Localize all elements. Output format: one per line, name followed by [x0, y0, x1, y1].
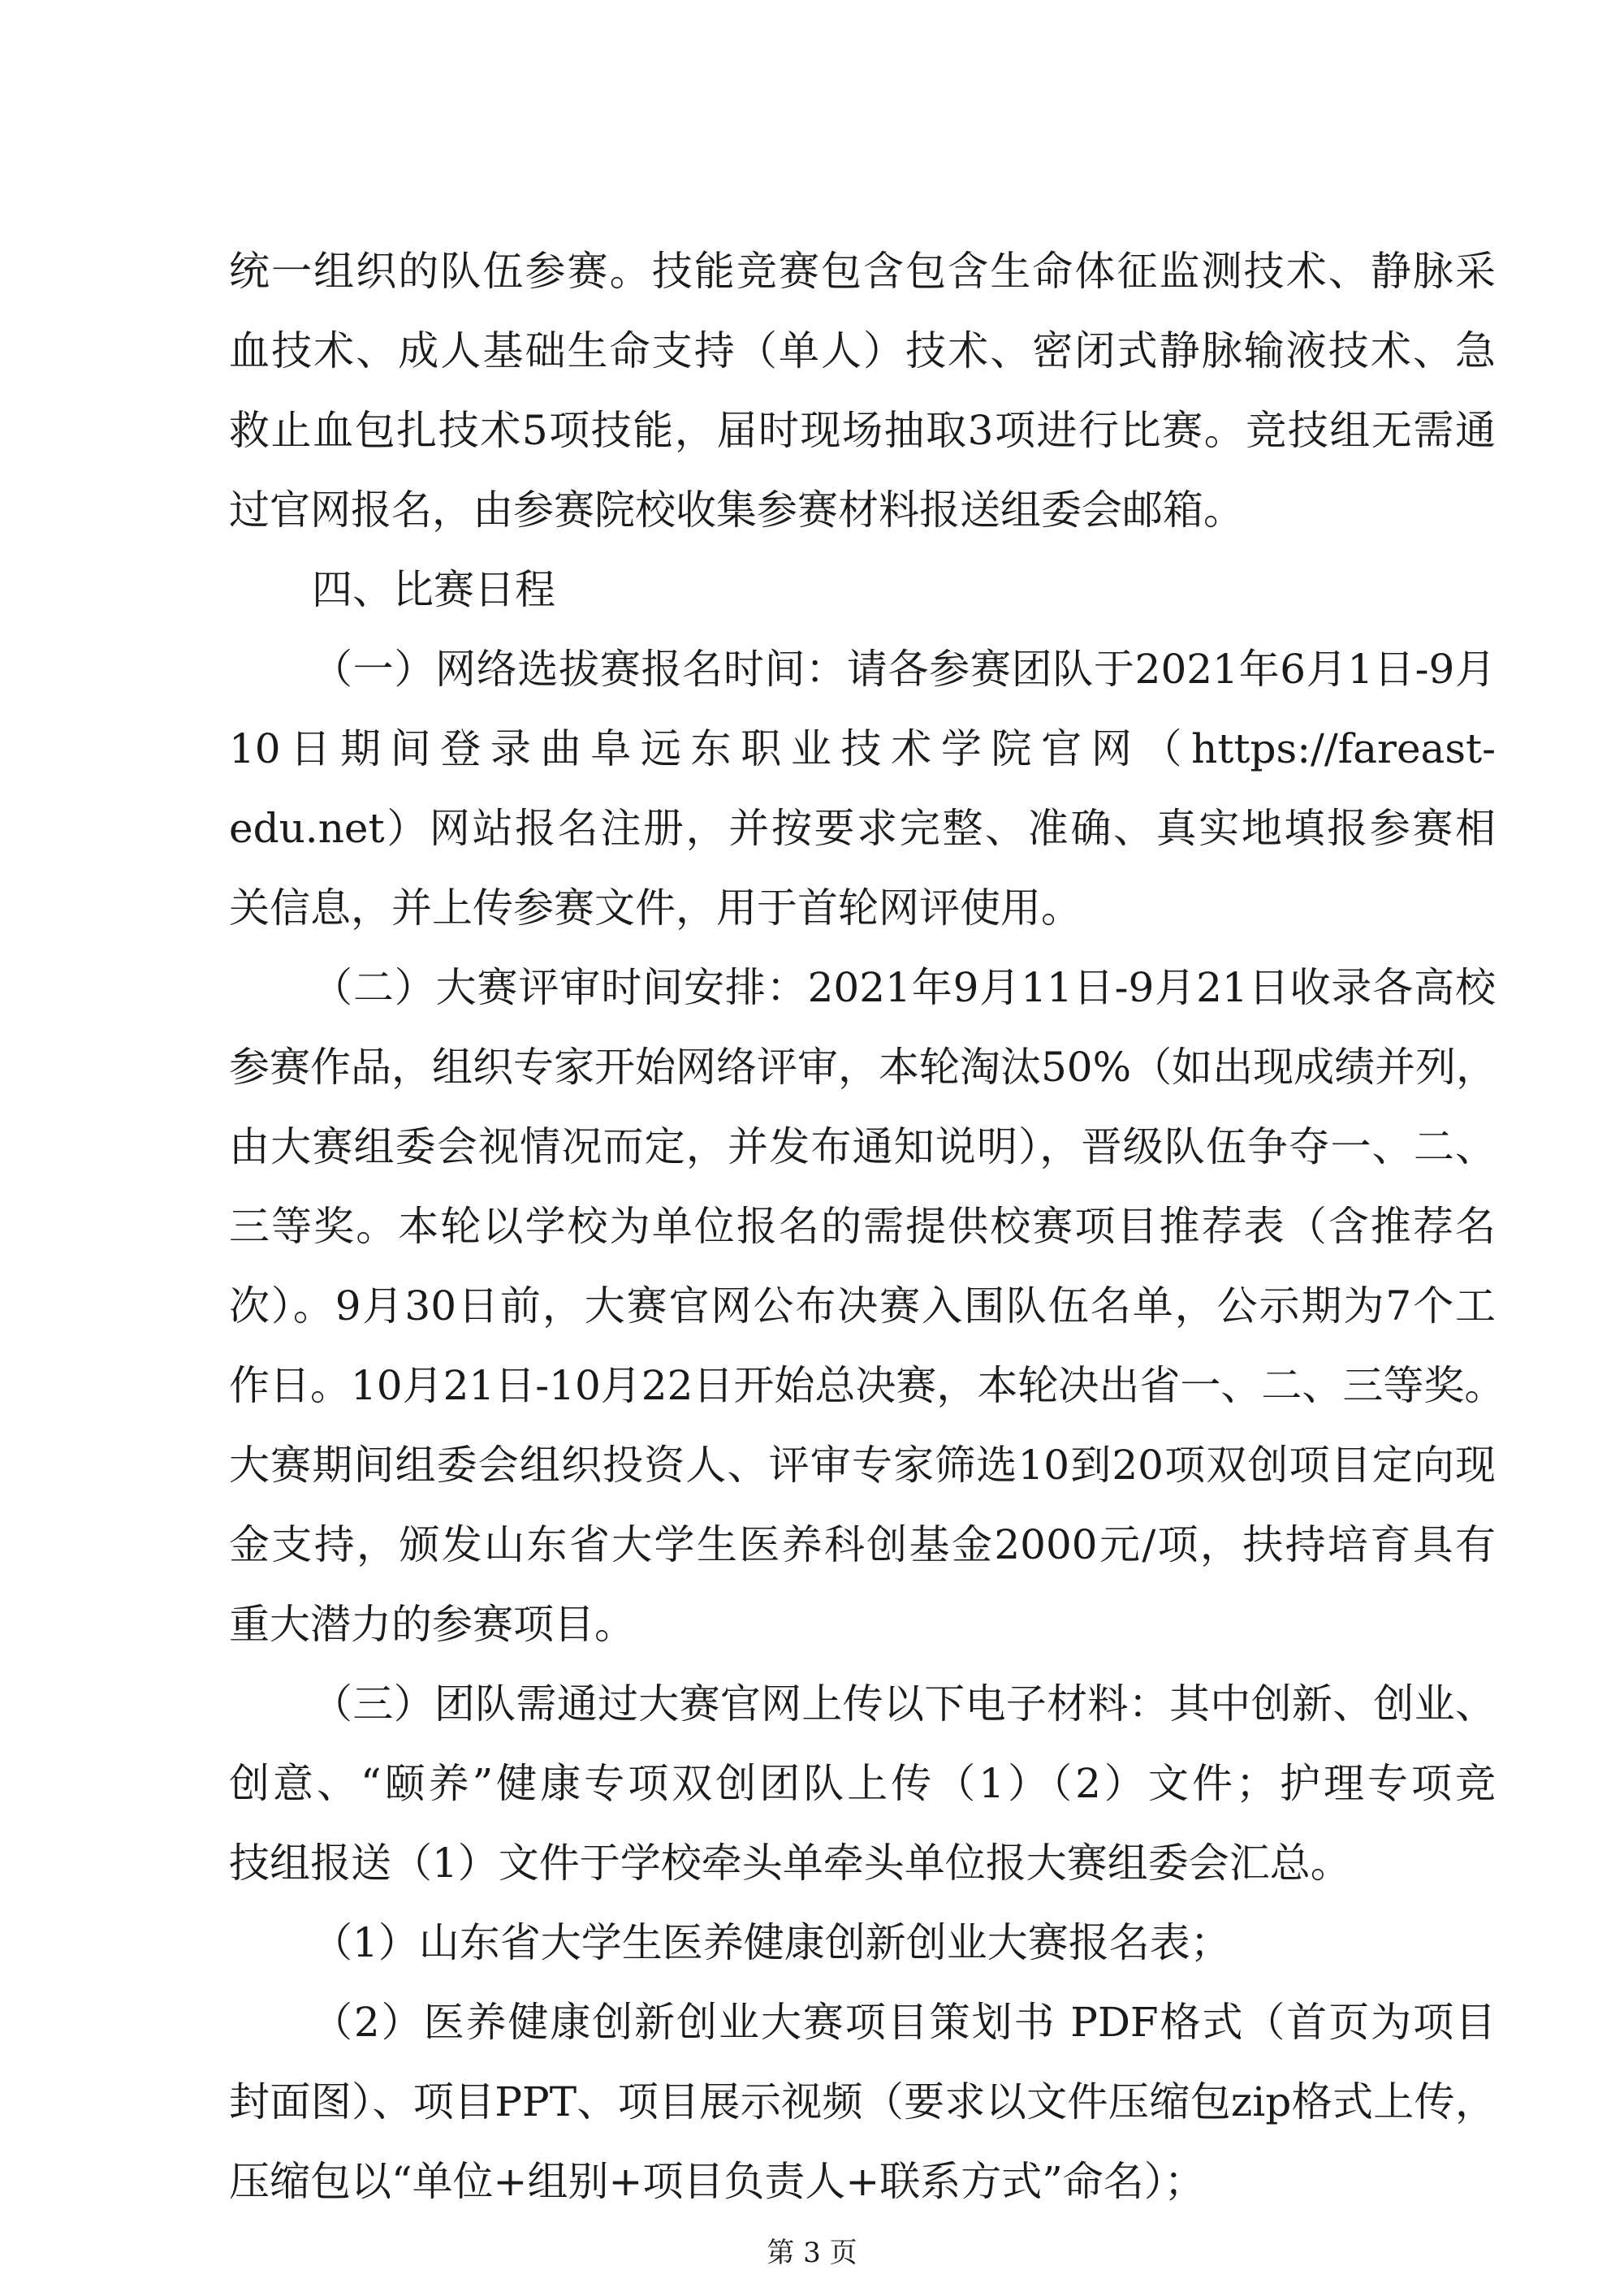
paragraph-7-line-3: 压缩包以“单位+组别+项目负责人+联系方式”命名）；: [229, 2158, 1205, 2205]
paragraph-5-line-1: （三）团队需通过大赛官网上传以下电子材料：其中创新、创业、: [312, 1680, 1496, 1727]
paragraph-6-line-1: （1）山东省大学生医养健康创新创业大赛报名表；: [312, 1919, 1231, 1966]
paragraph-3-line-2: 10日期间登录曲阜远东职业技术学院官网（https://fareast-: [229, 725, 1496, 772]
paragraph-2-line-1: 四、比赛日程: [312, 566, 555, 613]
paragraph-3-line-1: （一）网络选拔赛报名时间：请各参赛团队于2021年6月1日-9月: [312, 646, 1496, 693]
paragraph-4-line-4: 三等奖。本轮以学校为单位报名的需提供校赛项目推荐表（含推荐名: [229, 1203, 1496, 1250]
paragraph-1-line-3: 救止血包扎技术5项技能，届时现场抽取3项进行比赛。竞技组无需通: [229, 407, 1496, 454]
paragraph-4-line-8: 金支持，颁发山东省大学生医养科创基金2000元/项，扶持培育具有: [229, 1521, 1496, 1568]
paragraph-5-line-3: 技组报送（1）文件于学校牵头单牵头单位报大赛组委会汇总。: [229, 1840, 1351, 1887]
paragraph-1-line-2: 血技术、成人基础生命支持（单人）技术、密闭式静脉输液技术、急: [229, 327, 1496, 374]
paragraph-3-line-3: edu.net）网站报名注册，并按要求完整、准确、真实地填报参赛相: [229, 805, 1496, 852]
paragraph-4-line-2: 参赛作品，组织专家开始网络评审，本轮淘汰50%（如出现成绩并列，: [229, 1044, 1497, 1091]
paragraph-5-line-2: 创意、“颐养”健康专项双创团队上传（1）（2）文件；护理专项竞: [229, 1760, 1496, 1807]
paragraph-3-line-4: 关信息，并上传参赛文件，用于首轮网评使用。: [229, 884, 1082, 932]
paragraph-4-line-3: 由大赛组委会视情况而定，并发布通知说明），晋级队伍争夺一、二、: [229, 1123, 1496, 1170]
paragraph-7-line-2: 封面图）、项目PPT、项目展示视频（要求以文件压缩包zip格式上传，: [229, 2078, 1496, 2125]
paragraph-4-line-7: 大赛期间组委会组织投资人、评审专家筛选10到20项双创项目定向现: [229, 1442, 1496, 1489]
page-number: 第 3 页: [767, 2237, 857, 2269]
paragraph-4-line-6: 作日。10月21日-10月22日开始总决赛，本轮决出省一、二、三等奖。: [229, 1362, 1505, 1409]
paragraph-1-line-1: 统一组织的队伍参赛。技能竞赛包含包含生命体征监测技术、静脉采: [229, 248, 1496, 295]
paragraph-4-line-5: 次）。9月30日前，大赛官网公布决赛入围队伍名单，公示期为7个工: [229, 1282, 1496, 1330]
paragraph-1-line-4: 过官网报名，由参赛院校收集参赛材料报送组委会邮箱。: [229, 486, 1244, 534]
paragraph-4-line-9: 重大潜力的参赛项目。: [229, 1601, 635, 1648]
paragraph-4-line-1: （二）大赛评审时间安排：2021年9月11日-9月21日收录各高校: [312, 964, 1496, 1011]
paragraph-7-line-1: （2）医养健康创新创业大赛项目策划书 PDF格式（首页为项目: [312, 1999, 1496, 2046]
